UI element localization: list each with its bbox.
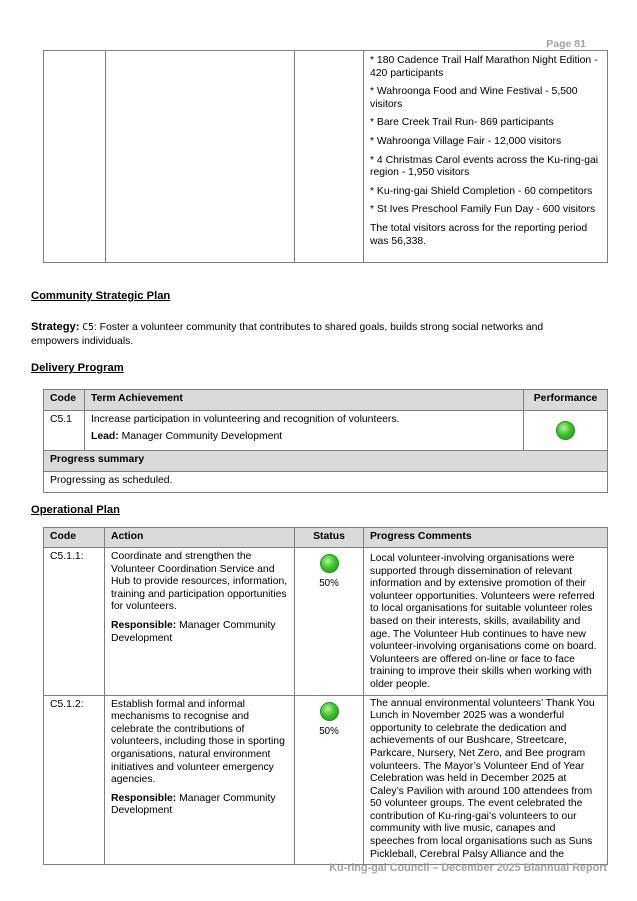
status-cell — [295, 695, 364, 865]
event-item: * Bare Creek Trail Run- 869 participants — [370, 117, 554, 129]
status-percent: 50% — [319, 578, 339, 589]
operational-heading: Operational Plan — [31, 504, 120, 516]
action-cell — [105, 548, 295, 696]
event-item: * St Ives Preschool Family Fun Day - 600 visitors — [370, 204, 596, 216]
table-row — [44, 548, 608, 696]
csp-heading: Community Strategic Plan — [31, 290, 171, 302]
delivery-achievement-cell — [85, 411, 524, 451]
event-item: * Wahroonga Village Fair - 12,000 visitors — [370, 135, 562, 147]
progress-summary-text: Progressing as scheduled. — [44, 472, 608, 493]
lead-value: Manager Community Development — [118, 430, 283, 442]
col-comments-header: Progress Comments — [364, 528, 608, 548]
page-number: Page 81 — [546, 38, 586, 50]
event-item: * 4 Christmas Carol events across the Ku-ring-gai region - 1,950 visitors — [370, 154, 599, 179]
progress-comments: The annual environmental volunteers’ Thank You Lunch in November 2025 was a wonderful opportunity to celebrate the dedication and achievements of our Bushcare, Streetcare, Parkcare, Nursery, Net Zero, and Bee program volunteers. The Mayor’s Volunteer End of Year Celebration was held in December 2025 at Caley’s Pavilion with around 100 attendees from 50 volunteer groups. The event celebrated the contribution of Ku-ring-gai’s volunteers to our community with live music, canapes and speeches from local organisations such as Suns Pickleball, Cerebral Palsy Alliance and the — [364, 695, 608, 865]
event-item: * Wahroonga Food and Wine Festival - 5,500 visitors — [370, 86, 578, 110]
row-code: C5.1.1: — [44, 548, 105, 696]
report-footer: Ku-ring-gai Council – December 2025 Biannual Report — [329, 862, 607, 875]
performance-status-dot-icon — [556, 421, 575, 440]
progress-comments: Local volunteer-involving organisations were supported through dissemination of relevant information and by extensive promotion of their volunteer opportunities. Volunteers were referred to local organisations for suitable volunteer roles based on their interests, skills, availability and age. The Volunteer Hub continues to have new volunteer-involving organisations come on board. Volunteers are offered on-line or face to face training to improve their skills when working with older people. — [364, 548, 608, 696]
col-status-header: Status — [295, 528, 364, 548]
strategy-label: Strategy: — [31, 321, 80, 333]
responsible-line — [111, 793, 288, 818]
col-performance-header: Performance — [524, 390, 608, 411]
event-total: The total visitors across for the reporting period was 56,338. — [370, 222, 588, 247]
action-text: Establish formal and informal mechanisms to recognise and celebrate the contributions of volunteers, including those in sporting organisations, natural environment initiatives and volunteer emergency agencies. — [111, 698, 285, 786]
status-dot-icon — [320, 554, 339, 573]
empty-cell — [44, 51, 106, 263]
strategy-code: C5 — [82, 322, 94, 333]
col-code-header: Code — [44, 528, 105, 548]
action-text: Coordinate and strengthen the Volunteer Coordination Service and Hub to provide resources, information, training and participation opportunities for volunteers. — [111, 551, 288, 613]
performance-cell — [524, 411, 608, 451]
action-cell — [105, 695, 295, 865]
empty-cell — [106, 51, 295, 263]
responsible-value: Manager Community Development — [111, 619, 276, 644]
event-item: * Ku-ring-gai Shield Completion - 60 competitors — [370, 185, 593, 197]
col-term-header: Term Achievement — [85, 390, 524, 411]
events-continuation-table — [43, 50, 608, 263]
lead-line — [91, 431, 517, 444]
events-cell — [364, 51, 608, 263]
progress-summary-header: Progress summary — [44, 451, 608, 472]
responsible-label: Responsible: — [111, 792, 177, 804]
delivery-code: C5.1 — [44, 411, 85, 451]
status-cell — [295, 548, 364, 696]
delivery-program-table — [43, 389, 608, 493]
lead-label: Lead: — [91, 430, 119, 442]
col-action-header: Action — [105, 528, 295, 548]
status-dot-icon — [320, 702, 339, 721]
event-item: * 180 Cadence Trail Half Marathon Night Edition - 420 participants — [370, 55, 598, 79]
status-percent: 50% — [319, 725, 339, 737]
table-row — [44, 695, 608, 865]
responsible-line — [111, 620, 288, 645]
strategy-text — [31, 320, 591, 349]
responsible-label: Responsible: — [111, 619, 177, 631]
strategy-description: : Foster a volunteer community that contributes to shared goals, builds strong social networks and empowers individuals. — [31, 322, 544, 347]
operational-plan-table — [43, 527, 608, 865]
responsible-value: Manager Community Development — [111, 792, 276, 817]
empty-cell — [295, 51, 364, 263]
delivery-heading: Delivery Program — [31, 362, 124, 374]
col-code-header: Code — [44, 390, 85, 411]
row-code: C5.1.2: — [44, 695, 105, 865]
achievement-text: Increase participation in volunteering and recognition of volunteers. — [91, 414, 400, 425]
